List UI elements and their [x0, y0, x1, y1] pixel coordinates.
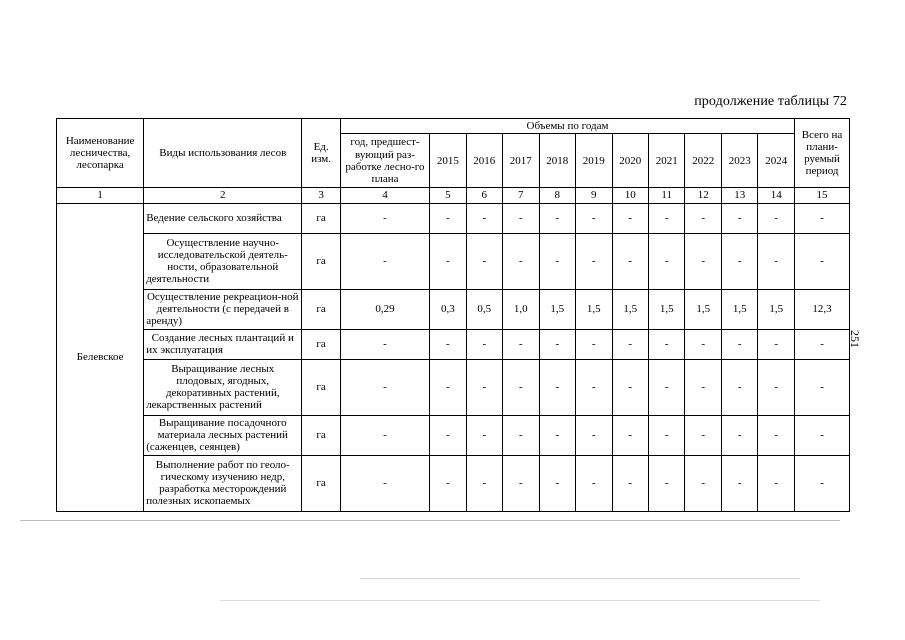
- prev-year-value: -: [340, 329, 429, 359]
- use-kind-cell: Создание лесных плантаций и их эксплуатация: [144, 329, 302, 359]
- year-value: -: [430, 455, 466, 511]
- year-value: 1,5: [612, 289, 648, 329]
- year-value: -: [539, 415, 575, 455]
- unit-cell: га: [302, 455, 341, 511]
- prev-year-value: -: [340, 203, 429, 233]
- year-value: -: [503, 455, 539, 511]
- year-value: -: [721, 329, 757, 359]
- year-value: -: [612, 203, 648, 233]
- table-row: [57, 329, 850, 359]
- year-value: -: [539, 359, 575, 415]
- use-kind-cell: Выполнение работ по геоло-гическому изучению недр, разработка месторождений полезных ископаемых: [144, 455, 302, 511]
- year-value: -: [503, 359, 539, 415]
- unit-cell: га: [302, 415, 341, 455]
- column-number: 9: [576, 188, 612, 203]
- year-value: -: [685, 233, 721, 289]
- column-number: 5: [430, 188, 466, 203]
- prev-year-value: -: [340, 455, 429, 511]
- year-value: -: [466, 233, 502, 289]
- year-value: 1,5: [758, 289, 795, 329]
- column-number: 2: [144, 188, 302, 203]
- use-kind-cell: Осуществление научно-исследовательской деятель-ности, образовательной деятельности: [144, 233, 302, 289]
- forestry-name: Белевское: [57, 203, 144, 511]
- year-value: -: [758, 455, 795, 511]
- year-value: 1,5: [685, 289, 721, 329]
- column-number: 3: [302, 188, 341, 203]
- year-value: -: [685, 415, 721, 455]
- year-value: -: [576, 329, 612, 359]
- table-row: [57, 359, 850, 415]
- header-year: 2016: [466, 134, 502, 188]
- year-value: -: [539, 203, 575, 233]
- column-number: 8: [539, 188, 575, 203]
- unit-cell: га: [302, 359, 341, 415]
- page-number: 251: [848, 330, 862, 348]
- year-value: 1,5: [576, 289, 612, 329]
- table-caption: продолжение таблицы 72: [694, 94, 847, 109]
- header-year: 2015: [430, 134, 466, 188]
- column-number: 12: [685, 188, 721, 203]
- year-value: -: [758, 329, 795, 359]
- year-value: -: [430, 203, 466, 233]
- year-value: -: [758, 415, 795, 455]
- prev-year-value: -: [340, 233, 429, 289]
- year-value: -: [612, 415, 648, 455]
- year-value: -: [576, 415, 612, 455]
- year-value: -: [576, 455, 612, 511]
- year-value: -: [576, 203, 612, 233]
- header-year: 2023: [721, 134, 757, 188]
- forest-use-table: [56, 118, 850, 512]
- year-value: -: [503, 415, 539, 455]
- year-value: -: [430, 329, 466, 359]
- table-row: [57, 233, 850, 289]
- year-value: 0,3: [430, 289, 466, 329]
- year-value: -: [466, 203, 502, 233]
- prev-year-value: -: [340, 359, 429, 415]
- column-number: 6: [466, 188, 502, 203]
- year-value: -: [539, 455, 575, 511]
- year-value: 0,5: [466, 289, 502, 329]
- header-year: 2021: [648, 134, 684, 188]
- unit-cell: га: [302, 233, 341, 289]
- year-value: -: [466, 455, 502, 511]
- prev-year-value: 0,29: [340, 289, 429, 329]
- header-year: 2018: [539, 134, 575, 188]
- year-value: -: [685, 359, 721, 415]
- year-value: -: [466, 329, 502, 359]
- year-value: -: [685, 203, 721, 233]
- year-value: -: [721, 455, 757, 511]
- scan-artifact: [20, 520, 840, 521]
- year-value: -: [612, 455, 648, 511]
- unit-cell: га: [302, 203, 341, 233]
- unit-cell: га: [302, 329, 341, 359]
- year-value: -: [648, 359, 684, 415]
- year-value: -: [721, 203, 757, 233]
- year-value: -: [539, 329, 575, 359]
- column-number: 15: [795, 188, 850, 203]
- year-value: 1,0: [503, 289, 539, 329]
- column-number-row: [57, 188, 850, 203]
- total-value: -: [795, 359, 850, 415]
- table-row: [57, 289, 850, 329]
- column-number: 14: [758, 188, 795, 203]
- year-value: -: [758, 233, 795, 289]
- scan-artifact: [360, 578, 800, 579]
- year-value: -: [430, 233, 466, 289]
- year-value: -: [612, 329, 648, 359]
- year-value: -: [503, 329, 539, 359]
- year-value: 1,5: [648, 289, 684, 329]
- table-row: [57, 455, 850, 511]
- year-value: -: [758, 203, 795, 233]
- table-row: [57, 203, 850, 233]
- scan-artifact: [220, 600, 820, 601]
- year-value: -: [576, 233, 612, 289]
- use-kind-cell: Осуществление рекреацион-ной деятельности (с передачей в аренду): [144, 289, 302, 329]
- total-value: -: [795, 203, 850, 233]
- header-volumes-group: Объемы по годам: [340, 119, 794, 134]
- header-forestry: Наименование лесничества, лесопарка: [57, 119, 144, 188]
- column-number: 7: [503, 188, 539, 203]
- column-number: 4: [340, 188, 429, 203]
- year-value: 1,5: [539, 289, 575, 329]
- total-value: -: [795, 455, 850, 511]
- year-value: -: [648, 329, 684, 359]
- year-value: -: [503, 203, 539, 233]
- year-value: -: [466, 359, 502, 415]
- header-prev-year: год, предшест-вующий раз-работке лесно-го плана: [340, 134, 429, 188]
- column-number: 11: [648, 188, 684, 203]
- year-value: -: [612, 233, 648, 289]
- year-value: -: [430, 415, 466, 455]
- total-value: -: [795, 415, 850, 455]
- year-value: -: [721, 233, 757, 289]
- year-value: -: [612, 359, 648, 415]
- header-year: 2019: [576, 134, 612, 188]
- table-row: [57, 415, 850, 455]
- use-kind-cell: Выращивание посадочного материала лесных растений (саженцев, сеянцев): [144, 415, 302, 455]
- total-value: 12,3: [795, 289, 850, 329]
- column-number: 1: [57, 188, 144, 203]
- header-unit: Ед. изм.: [302, 119, 341, 188]
- year-value: -: [685, 455, 721, 511]
- use-kind-cell: Ведение сельского хозяйства: [144, 203, 302, 233]
- header-year: 2017: [503, 134, 539, 188]
- year-value: -: [576, 359, 612, 415]
- column-number: 10: [612, 188, 648, 203]
- total-value: -: [795, 329, 850, 359]
- year-value: -: [539, 233, 575, 289]
- total-value: -: [795, 233, 850, 289]
- year-value: -: [648, 455, 684, 511]
- prev-year-value: -: [340, 415, 429, 455]
- year-value: -: [466, 415, 502, 455]
- column-number: 13: [721, 188, 757, 203]
- unit-cell: га: [302, 289, 341, 329]
- header-year: 2020: [612, 134, 648, 188]
- year-value: -: [721, 359, 757, 415]
- year-value: 1,5: [721, 289, 757, 329]
- year-value: -: [721, 415, 757, 455]
- header-total: Всего на плани-руемый период: [795, 119, 850, 188]
- year-value: -: [503, 233, 539, 289]
- year-value: -: [685, 329, 721, 359]
- year-value: -: [648, 415, 684, 455]
- use-kind-cell: Выращивание лесных плодовых, ягодных, декоративных растений, лекарственных растений: [144, 359, 302, 415]
- year-value: -: [648, 203, 684, 233]
- header-year: 2022: [685, 134, 721, 188]
- header-year: 2024: [758, 134, 795, 188]
- year-value: -: [758, 359, 795, 415]
- year-value: -: [648, 233, 684, 289]
- year-value: -: [430, 359, 466, 415]
- header-use-kind: Виды использования лесов: [144, 119, 302, 188]
